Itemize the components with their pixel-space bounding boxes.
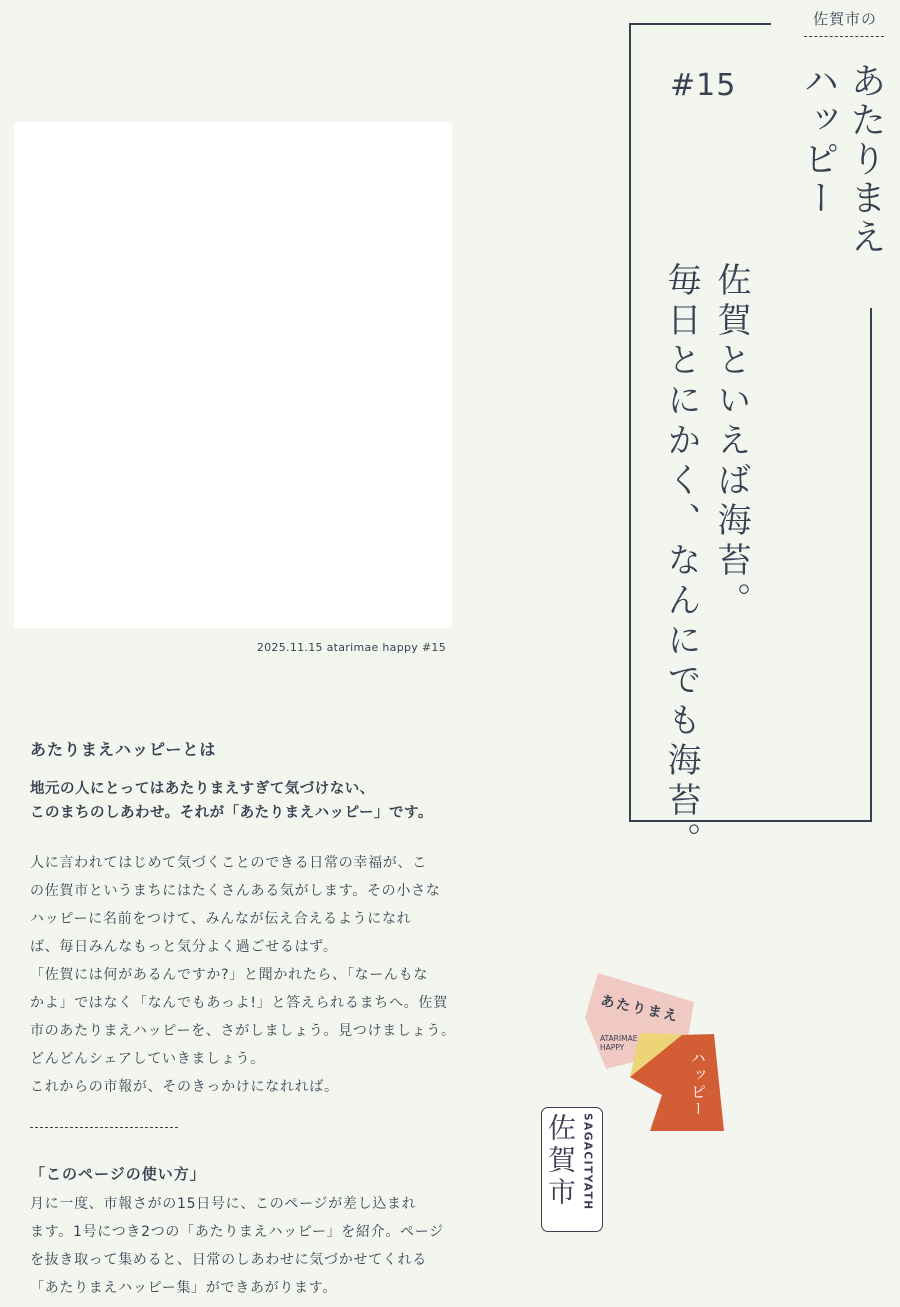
series-prefix-divider [804, 36, 884, 37]
series-title-line2: ハッピー [798, 62, 839, 218]
series-title-line1: あたりまえ [845, 62, 886, 257]
headline-line2: 毎日とにかく、なんにでも海苔。 [661, 262, 701, 862]
frame-right-edge [870, 308, 872, 822]
about-body-line: の佐賀市というまちにはたくさんある気がします。その小さな [30, 883, 441, 899]
series-prefix: 佐賀市の [812, 10, 877, 28]
headline-line1: 佐賀といえば海苔。 [711, 262, 751, 622]
frame-left-edge [629, 23, 631, 822]
howto-body-line: 月に一度、市報さがの15日号に、このページが差し込まれ [30, 1196, 417, 1212]
about-heading: あたりまえハッピーとは [30, 740, 217, 759]
about-body-line: これからの市報が、そのきっかけになれれば。 [30, 1079, 339, 1095]
frame-top-edge [629, 23, 771, 25]
about-body-line: ハッピーに名前をつけて、みんなが伝え合えるようになれ [30, 911, 412, 927]
photo-placeholder [14, 122, 452, 628]
logo-label-atarimae: あたりまえ [599, 992, 681, 1026]
logo-label-english: ATARIMAE HAPPY [600, 1034, 638, 1052]
howto-body-line: 「あたりまえハッピー集」ができあがります。 [30, 1280, 338, 1296]
about-body-line: どんどんシェアしていきましょう。 [30, 1051, 265, 1067]
about-body-line: かよ」ではなく「なんでもあっよ!」と答えられるまちへ。佐賀 [30, 995, 448, 1011]
about-body-line: 市のあたりまえハッピーを、さがしましょう。見つけましょう。 [30, 1023, 456, 1039]
city-name-english: SAGACITYATH [581, 1113, 594, 1211]
logo-label-happy: ハッピー [689, 1050, 707, 1118]
issue-number: #15 [670, 68, 737, 103]
about-intro-line: このまちのしあわせ。それが「あたりまえハッピー」です。 [30, 805, 433, 821]
about-body-line: ば、毎日みんなもっと気分よく過ごせるはず。 [30, 939, 338, 955]
city-name: 佐賀市 [544, 1113, 577, 1209]
about-intro-line: 地元の人にとってはあたりまえすぎて気づけない、 [30, 781, 375, 797]
howto-body-line: ます。1号につき2つの「あたりまえハッピー」を紹介。ページ [30, 1224, 444, 1240]
about-body-line: 「佐賀には何があるんですか?」と聞かれたら、「なーんもな [30, 967, 429, 983]
howto-body-line: を抜き取って集めると、日常のしあわせに気づかせてくれる [30, 1252, 427, 1268]
section-divider [30, 1127, 178, 1128]
about-body-line: 人に言われてはじめて気づくことのできる日常の幸福が、こ [30, 855, 427, 871]
howto-heading: 「このページの使い方」 [30, 1165, 206, 1183]
photo-caption: 2025.11.15 atarimae happy #15 [256, 641, 446, 654]
